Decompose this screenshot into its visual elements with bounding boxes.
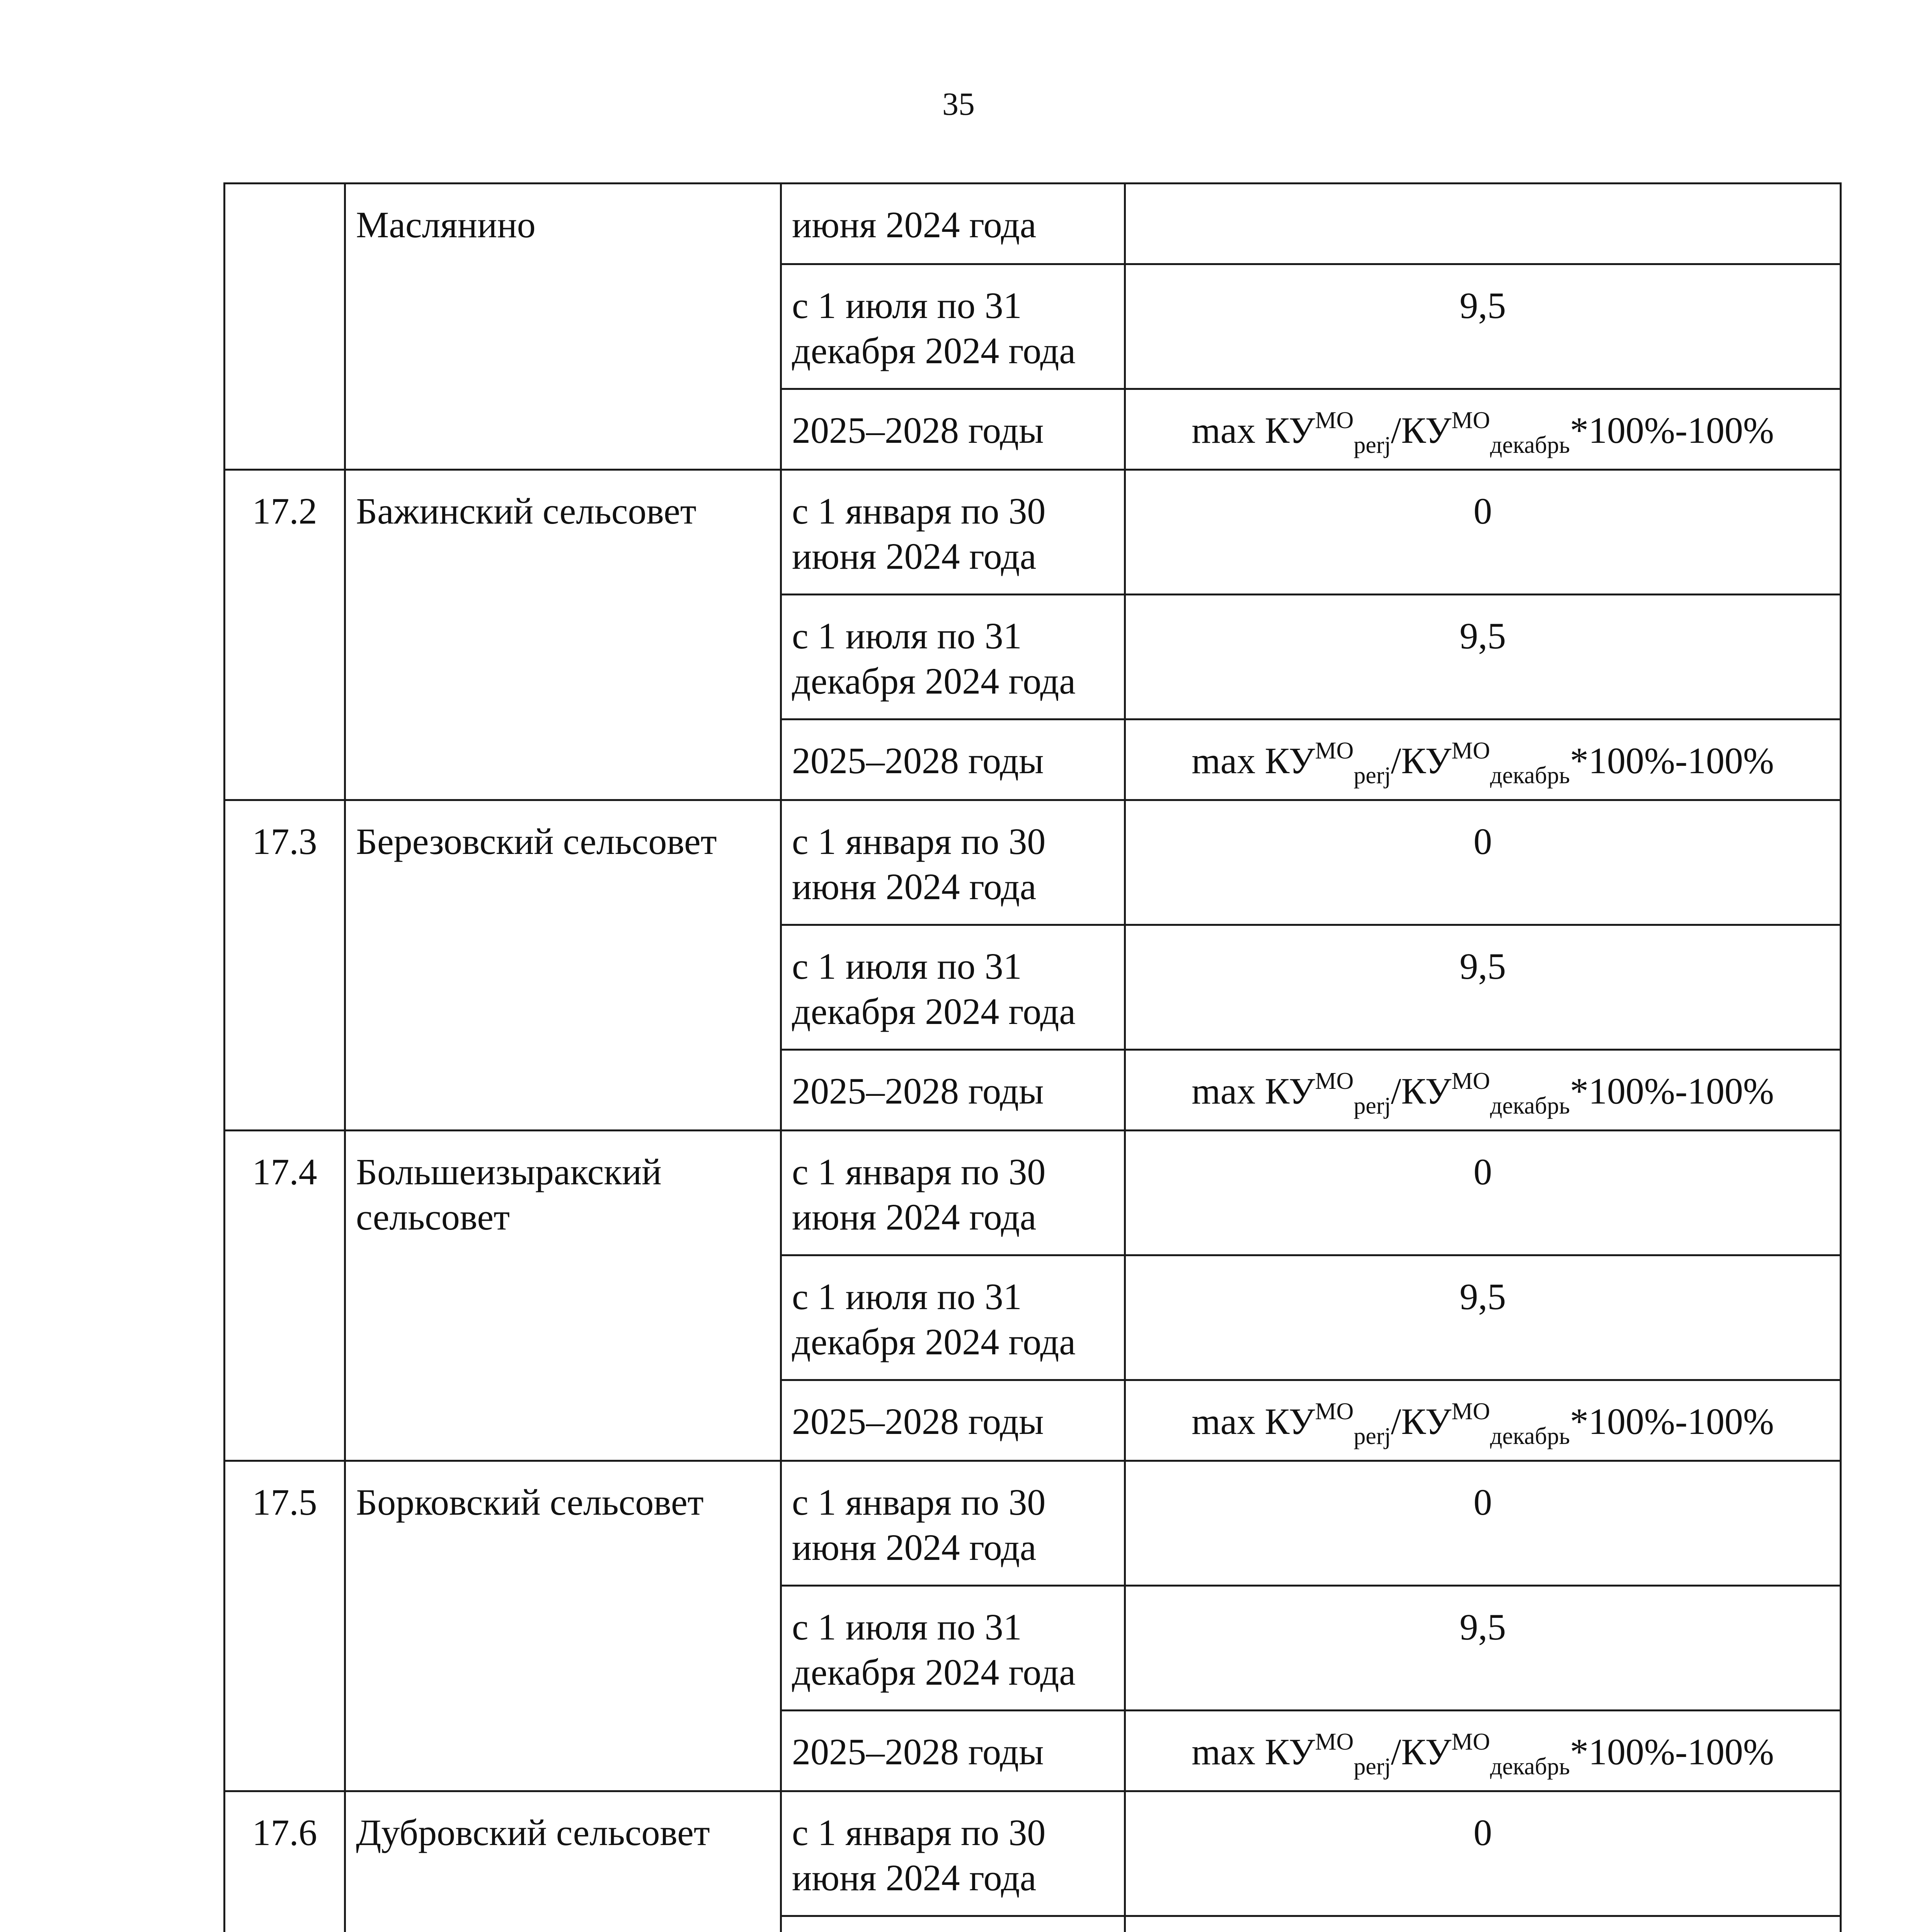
period-cell: 2025–2028 годы [781,719,1125,800]
row-number-cell [225,184,345,470]
value-cell: 0 [1125,1131,1841,1255]
settlement-name: Борковский сельсовет [345,1461,781,1791]
row-number: 17.4 [225,1131,345,1461]
settlement-name: Бажинский сельсовет [345,470,781,800]
table-row [225,800,1841,925]
period-cell: июня 2024 года [781,184,1125,264]
settlement-name: Маслянино [345,184,781,470]
formula-cell: $\max КУ^{МО}_{perj}/КУ^{МО}_{декабрь}*100\%-100\%$ [1125,1711,1841,1791]
value-cell: 0 [1125,470,1841,595]
page-number: 35 [942,86,975,122]
value-cell: 9,5 [1125,1255,1841,1380]
settlement-name: Большеизыракский сельсовет [345,1131,781,1461]
period-cell: с 1 июля по 31 декабря 2024 года [781,264,1125,389]
period-cell: с 1 января по 30 июня 2024 года [781,470,1125,595]
formula-cell: $\max КУ^{МО}_{perj}/КУ^{МО}_{декабрь}*100\%-100\%$ [1125,719,1841,800]
value-cell: 9,5 [1125,925,1841,1050]
value-cell [1125,1916,1841,1932]
formula-cell: $\max КУ^{МО}_{perj}/КУ^{МО}_{декабрь}*100\%-100\%$ [1125,389,1841,470]
period-cell [781,1916,1125,1932]
value-cell: 9,5 [1125,1586,1841,1711]
period-cell: с 1 января по 30 июня 2024 года [781,1461,1125,1586]
row-number: 17.6 [225,1791,345,1932]
settlement-name: Дубровский сельсовет [345,1791,781,1932]
value-cell: 9,5 [1125,264,1841,389]
value-cell: 0 [1125,1461,1841,1586]
period-cell: с 1 января по 30 июня 2024 года [781,1131,1125,1255]
table-row [225,1131,1841,1255]
period-cell: с 1 января по 30 июня 2024 года [781,800,1125,925]
row-number: 17.5 [225,1461,345,1791]
period-cell: с 1 июля по 31 декабря 2024 года [781,1586,1125,1711]
row-number: 17.3 [225,800,345,1131]
formula-cell: $\max КУ^{МО}_{perj}/КУ^{МО}_{декабрь}*100\%-100\%$ [1125,1380,1841,1461]
value-cell: 9,5 [1125,595,1841,719]
period-cell: с 1 июля по 31 декабря 2024 года [781,595,1125,719]
formula-cell: $\max КУ^{МО}_{perj}/КУ^{МО}_{декабрь}*100\%-100\%$ [1125,1050,1841,1131]
value-cell: 0 [1125,800,1841,925]
period-cell: с 1 июля по 31 декабря 2024 года [781,1255,1125,1380]
period-cell: 2025–2028 годы [781,389,1125,470]
table-row [225,470,1841,595]
table-row [225,1791,1841,1916]
period-cell: 2025–2028 годы [781,1711,1125,1791]
period-cell: с 1 июля по 31 декабря 2024 года [781,925,1125,1050]
period-cell: 2025–2028 годы [781,1050,1125,1131]
rates-table [223,182,1842,1932]
period-cell: с 1 января по 30 июня 2024 года [781,1791,1125,1916]
value-cell: 0 [1125,1791,1841,1916]
table-row [225,184,1841,264]
period-cell: 2025–2028 годы [781,1380,1125,1461]
table-row [225,1461,1841,1586]
settlement-name: Березовский сельсовет [345,800,781,1131]
value-cell [1125,184,1841,264]
row-number: 17.2 [225,470,345,800]
